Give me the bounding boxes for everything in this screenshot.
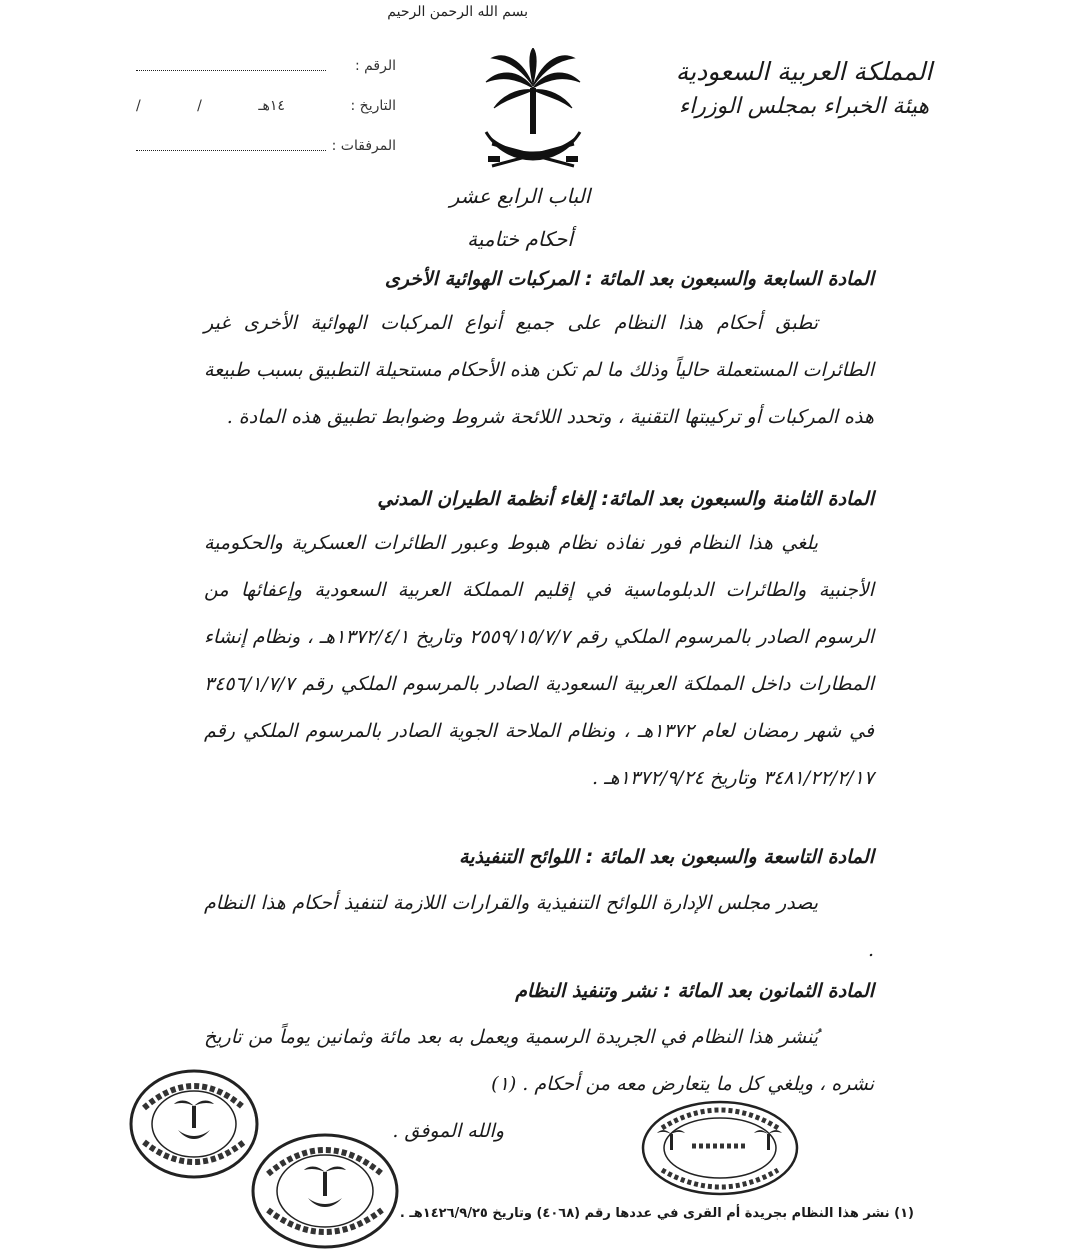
- reference-attachments-row: [136, 138, 396, 178]
- chapter-title: الباب الرابع عشر: [449, 184, 591, 208]
- reference-block: [136, 58, 396, 178]
- stamp-experts-bureau-icon: [250, 1132, 400, 1250]
- chapter-subtitle: أحكام ختامية: [467, 227, 573, 251]
- article-177-body: [204, 300, 874, 441]
- article-179-body: [204, 880, 874, 974]
- basmala: بسم الله الرحمن الرحيم: [387, 4, 528, 20]
- article-178-body: [204, 520, 874, 802]
- article-180-body: [204, 1014, 874, 1108]
- article-178-text: يلغي هذا النظام فور نفاذه نظام هبوط وعبور الطائرات العسكرية والحكومية الأجنبية والطائرات الدبلوماسية في إقليم المملكة العربية السعودية وإعفائها من الرسوم الصادر بالمرسوم الملكي رقم ٢٥٥٩/١٥/٧/٧ وتاريخ ١٣٧٢/٤/١هـ ، ونظام إنشاء المطارات داخل المملكة العربية السعودية الصادر بالمرسوم الملكي رقم ٣٤٥٦/١/٧/٧ في شهر رمضان لعام ١٣٧٢هـ ، ونظام الملاحة الجوية الصادر بالمرسوم الملكي رقم ٣٤٨١/٢٢/٢/١٧ وتاريخ ١٣٧٢/٩/٢٤هـ .: [204, 532, 875, 789]
- reference-date-label: التاريخ :: [350, 98, 396, 114]
- letterhead: [644, 54, 964, 124]
- stamp-general-secretariat-icon: [128, 1068, 260, 1180]
- article-180-text: يُنشر هذا النظام في الجريدة الرسمية ويعمل به بعد مائة وثمانين يوماً من تاريخ نشره ، ويلغي كل ما يتعارض معه من أحكام . (١): [204, 1026, 874, 1095]
- article-178-title: المادة الثامنة والسبعون بعد المائة: إلغاء أنظمة الطيران المدني: [377, 488, 874, 510]
- saudi-emblem-icon: [478, 48, 588, 180]
- article-179-text: يصدر مجلس الإدارة اللوائح التنفيذية والقرارات اللازمة لتنفيذ أحكام هذا النظام .: [204, 892, 874, 961]
- footnote: (١) نشر هذا النظام بجريدة أم القرى في عددها رقم (٤٠٦٨) وتاريخ ١٤٢٦/٩/٢٥هـ .: [399, 1206, 914, 1221]
- article-180-title: المادة الثمانون بعد المائة : نشر وتنفيذ النظام: [515, 980, 874, 1002]
- reference-date-row: [136, 98, 396, 138]
- reference-date-value: / / ١٤هـ: [136, 98, 285, 114]
- article-179-title: المادة التاسعة والسبعون بعد المائة : اللوائح التنفيذية: [459, 846, 874, 868]
- reference-attachments-label: المرفقات :: [331, 138, 396, 154]
- closing-line: والله الموفق .: [392, 1120, 504, 1142]
- reference-attachments-line: [136, 150, 326, 151]
- reference-number-row: [136, 58, 396, 98]
- reference-number-line: [136, 70, 326, 71]
- letterhead-kingdom: المملكة العربية السعودية: [675, 57, 933, 86]
- stamp-true-copy-icon: [640, 1098, 800, 1198]
- letterhead-bureau: هيئة الخبراء بمجلس الوزراء: [678, 94, 930, 119]
- article-177-title: المادة السابعة والسبعون بعد المائة : المركبات الهوائية الأخرى: [384, 268, 874, 290]
- reference-number-label: الرقم :: [354, 58, 396, 74]
- article-177-text: تطبق أحكام هذا النظام على جميع أنواع المركبات الهوائية الأخرى غير الطائرات المستعملة حالياً وذلك ما لم تكن هذه الأحكام مستحيلة التطبيق بسبب طبيعة هذه المركبات أو تركيبتها التقنية ، وتحدد اللائحة شروط وضوابط تطبيق هذه المادة .: [204, 312, 874, 428]
